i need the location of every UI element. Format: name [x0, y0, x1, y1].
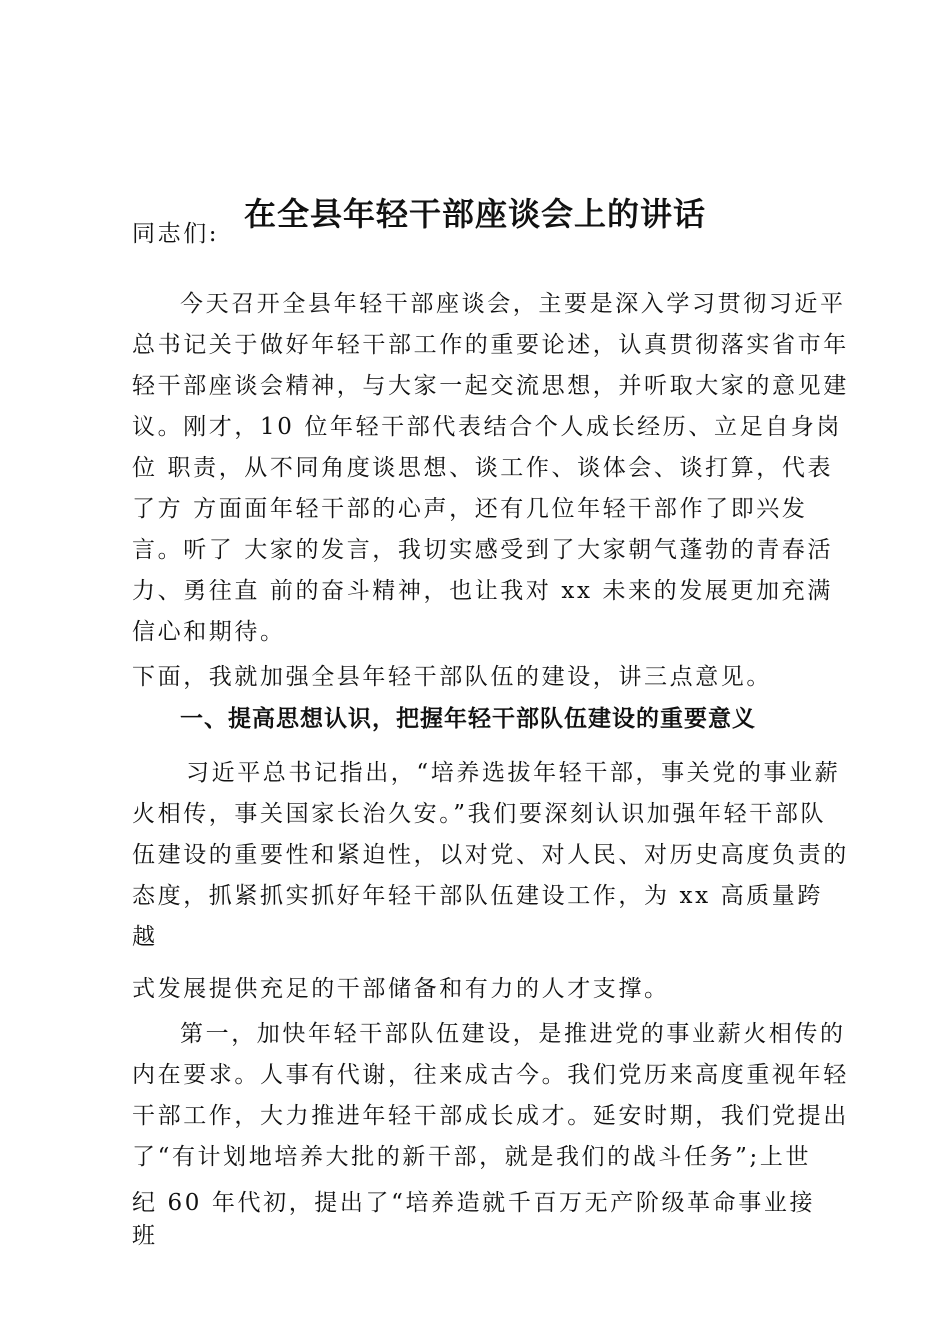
paragraph-line: 了方 方面面年轻干部的心声，还有几位年轻干部作了即兴发 — [132, 496, 808, 522]
paragraph-line: 总书记关于做好年轻干部工作的重要论述，认真贯彻落实省市年 — [132, 332, 849, 358]
paragraph-line: 了“有计划地培养大批的新干部，就是我们的战斗任务”;上世 — [132, 1144, 812, 1170]
paragraph-line: 习近平总书记指出，“培养选拔年轻干部，事关党的事业薪 — [186, 760, 841, 786]
paragraph-line: 今天召开全县年轻干部座谈会，主要是深入学习贯彻习近平 — [180, 291, 846, 317]
paragraph-line: 纪 60 年代初，提出了“培养造就千百万无产阶级革命事业接 — [132, 1190, 816, 1216]
paragraph-line: 位 职责，从不同角度谈思想、谈工作、谈体会、谈打算，代表 — [132, 455, 834, 481]
paragraph-line: 班 — [132, 1223, 158, 1249]
paragraph-line: 轻干部座谈会精神，与大家一起交流思想，并听取大家的意见建 — [132, 373, 849, 399]
paragraph-line: 干部工作，大力推进年轻干部成长成才。延安时期，我们党提出 — [132, 1103, 849, 1129]
greeting: 同志们: — [132, 221, 220, 247]
paragraph-line: 越 — [132, 924, 158, 950]
document-title: 在全县年轻干部座谈会上的讲话 — [243, 195, 706, 233]
section-heading: 一、提高思想认识，把握年轻干部队伍建设的重要意义 — [180, 706, 756, 732]
paragraph-line: 内在要求。人事有代谢，往来成古今。我们党历来高度重视年轻 — [132, 1062, 849, 1088]
paragraph-line: 信心和期待。 — [132, 619, 286, 645]
paragraph-line: 下面，我就加强全县年轻干部队伍的建设，讲三点意见。 — [132, 664, 772, 690]
paragraph-line: 火相传，事关国家长治久安。”我们要深刻认识加强年轻干部队 — [132, 801, 827, 827]
paragraph-line: 第一，加快年轻干部队伍建设，是推进党的事业薪火相传的 — [180, 1021, 846, 1047]
paragraph-line: 力、勇往直 前的奋斗精神，也让我对 xx 未来的发展更加充满 — [132, 578, 833, 604]
paragraph-line: 式发展提供充足的干部储备和有力的人才支撑。 — [132, 976, 670, 1002]
paragraph-line: 态度，抓紧抓实抓好年轻干部队伍建设工作，为 xx 高质量跨 — [132, 883, 823, 909]
paragraph-line: 伍建设的重要性和紧迫性，以对党、对人民、对历史高度负责的 — [132, 842, 849, 868]
paragraph-line: 言。听了 大家的发言，我切实感受到了大家朝气蓬勃的青春活 — [132, 537, 834, 563]
paragraph-line: 议。刚才，10 位年轻干部代表结合个人成长经历、立足自身岗 — [132, 414, 842, 440]
